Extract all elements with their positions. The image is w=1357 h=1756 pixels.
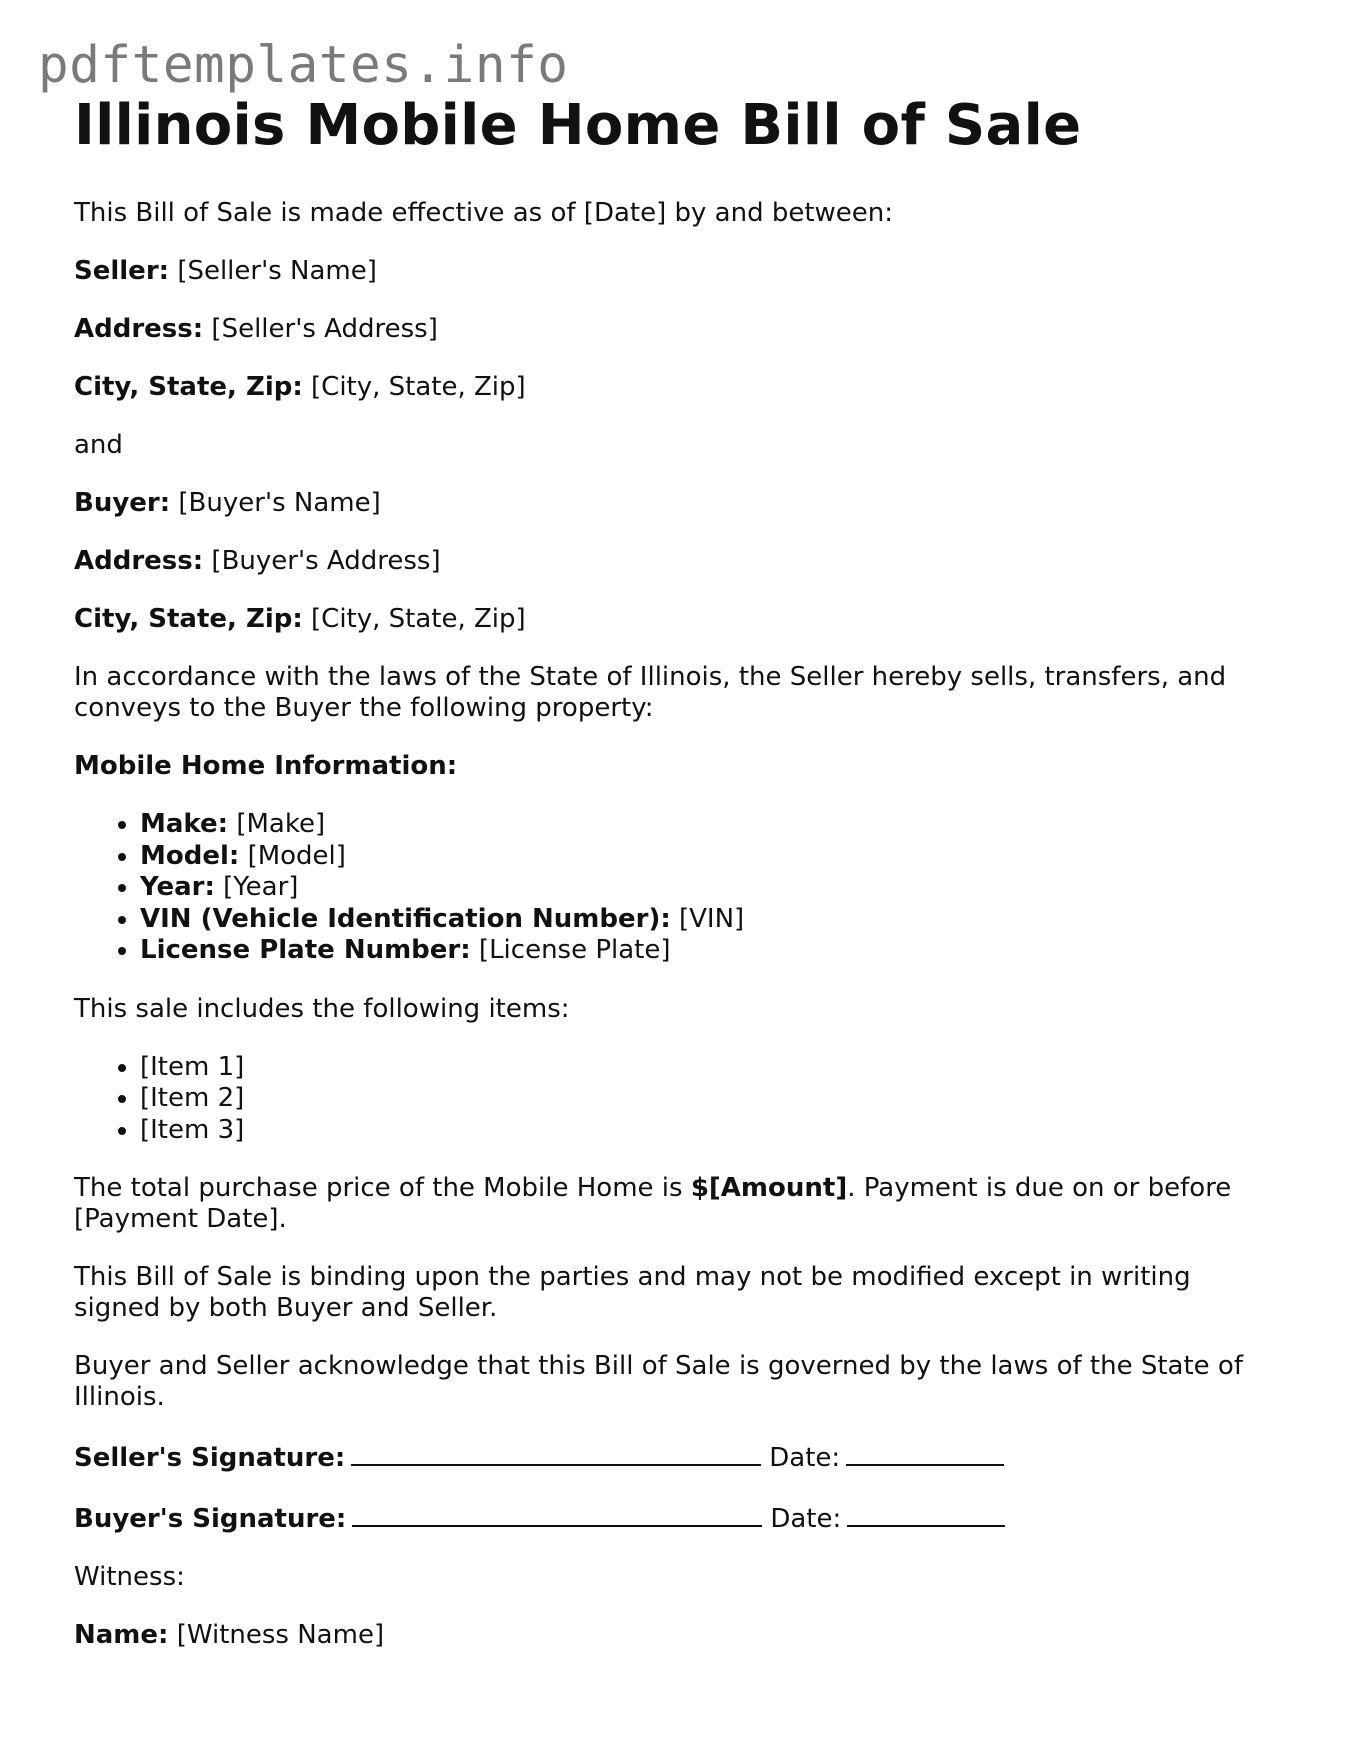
seller-csz-label: City, State, Zip:: [74, 372, 303, 402]
list-item-license-plate: [140, 935, 1274, 967]
list-item-model: [140, 841, 1274, 873]
buyer-address-line: [74, 546, 1274, 577]
make-value: [Make]: [236, 809, 326, 839]
list-item-make: [140, 809, 1274, 841]
intro-text: This Bill of Sale is made effective as of [Date] by and between:: [74, 198, 894, 228]
license-plate-value: [License Plate]: [478, 935, 671, 965]
buyer-csz-label: City, State, Zip:: [74, 604, 303, 634]
mobile-home-fields: [74, 809, 1274, 967]
vin-value: [VIN]: [679, 903, 745, 934]
price-amount: $[Amount]: [690, 1173, 848, 1203]
list-item-vin: [140, 904, 1274, 936]
price-text: [74, 1173, 1274, 1235]
list-item: • [Item 1]: [140, 1052, 1274, 1084]
buyer-date-field[interactable]: [847, 1501, 1005, 1527]
binding-text: This Bill of Sale is binding upon the parties and may not be modified except in writing signed by both Buyer and Seller.: [74, 1262, 1191, 1323]
seller-address-line: [74, 314, 1274, 345]
seller-signature-line: [74, 1440, 1274, 1474]
buyer-name-label: Buyer:: [74, 488, 171, 518]
seller-date-field[interactable]: [846, 1440, 1004, 1466]
model-value: [Model]: [247, 840, 346, 871]
buyer-csz-value: [City, State, Zip]: [311, 604, 526, 634]
buyer-signature-field[interactable]: [352, 1501, 762, 1527]
witness-name-value: [Witness Name]: [176, 1620, 385, 1650]
seller-date-label: Date:: [769, 1443, 841, 1473]
and-text: and: [74, 430, 123, 460]
vin-label: VIN (Vehicle Identification Number):: [140, 903, 671, 934]
buyer-signature-label: Buyer's Signature:: [74, 1504, 347, 1534]
seller-name-label: Seller:: [74, 256, 170, 286]
seller-signature-label: Seller's Signature:: [74, 1443, 346, 1473]
price-after: . Payment is due on or before [Payment Date].: [74, 1173, 1232, 1234]
witness-name-line: [74, 1620, 1274, 1651]
buyer-name-line: [74, 488, 1274, 519]
buyer-address-value: [Buyer's Address]: [211, 546, 441, 576]
price-before: The total purchase price of the Mobile Home is: [74, 1173, 691, 1203]
buyer-csz-line: [74, 604, 1274, 635]
seller-address-label: Address:: [74, 314, 204, 344]
watermark: pdftemplates.info: [38, 36, 569, 95]
witness-name-label: Name:: [74, 1620, 169, 1650]
seller-signature-field[interactable]: [351, 1440, 761, 1466]
list-item-year: [140, 872, 1274, 904]
year-label: Year:: [140, 872, 215, 902]
buyer-name-value: [Buyer's Name]: [178, 488, 381, 518]
seller-address-value: [Seller's Address]: [211, 314, 438, 344]
buyer-date-label: Date:: [770, 1504, 842, 1534]
seller-name-line: [74, 256, 1274, 287]
seller-name-value: [Seller's Name]: [177, 256, 377, 286]
list-item: • [Item 2]: [140, 1083, 1274, 1115]
governing-text: Buyer and Seller acknowledge that this Bill of Sale is governed by the laws of the State of Illinois.: [74, 1351, 1243, 1412]
conveyance-text: In accordance with the laws of the State of Illinois, the Seller hereby sells, transfers, and conveys to the Buyer the following property:: [74, 662, 1227, 723]
mobile-home-heading: [74, 751, 1274, 782]
buyer-address-label: Address:: [74, 546, 204, 576]
mobile-home-heading-text: Mobile Home Information:: [74, 751, 458, 781]
make-label: Make:: [140, 809, 229, 839]
license-plate-label: License Plate Number:: [140, 935, 471, 965]
items-intro: This sale includes the following items:: [74, 993, 570, 1024]
seller-csz-value: [City, State, Zip]: [311, 372, 526, 402]
document-body: [74, 93, 1274, 1678]
model-label: Model:: [140, 840, 240, 871]
year-value: [Year]: [223, 872, 299, 902]
buyer-signature-line: [74, 1501, 1274, 1535]
seller-csz-line: [74, 372, 1274, 403]
page-title: Illinois Mobile Home Bill of Sale: [74, 93, 1082, 158]
items-list: [74, 1052, 1274, 1147]
witness-label: Witness:: [74, 1562, 185, 1592]
list-item: • [Item 3]: [140, 1115, 1274, 1147]
